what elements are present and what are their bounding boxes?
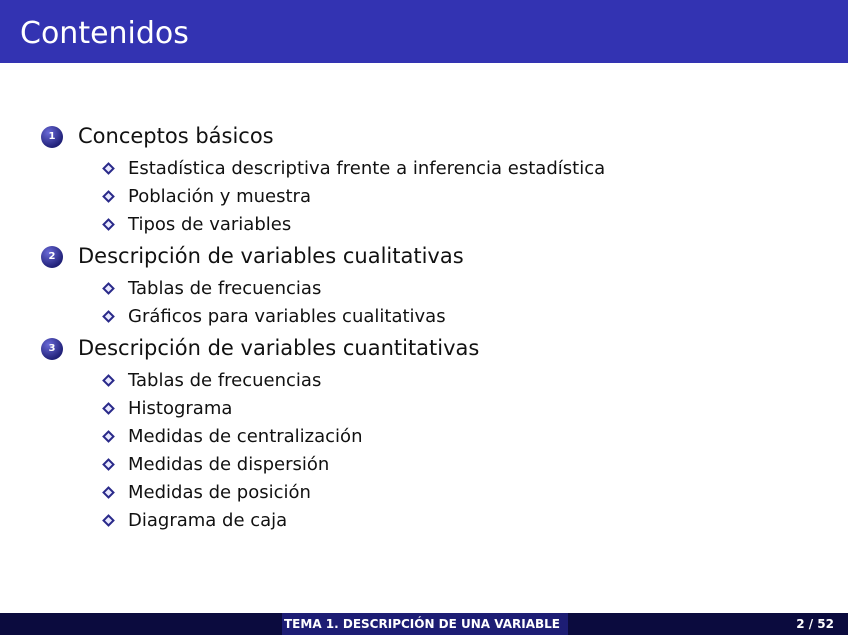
title-bar (0, 0, 848, 63)
diamond-bullet-icon (102, 162, 115, 175)
toc-section-2 (0, 238, 848, 330)
subsection-label: Tipos de variables (128, 214, 292, 235)
section-heading (0, 238, 848, 274)
section-heading (0, 330, 848, 366)
diamond-bullet-icon (102, 218, 115, 231)
diamond-bullet-icon (102, 458, 115, 471)
table-of-contents (0, 118, 848, 534)
subsection-label: Medidas de posición (128, 482, 311, 503)
section-title: Descripción de variables cuantitativas (78, 336, 480, 360)
diamond-bullet-icon (102, 374, 115, 387)
section-title: Descripción de variables cualitativas (78, 244, 464, 268)
subsection-label: Diagrama de caja (128, 510, 288, 531)
toc-section-3 (0, 330, 848, 534)
section-number-badge: 1 (41, 126, 63, 148)
subsection-item (0, 394, 848, 422)
footer-title: TEMA 1. DESCRIPCIÓN DE UNA VARIABLE (284, 617, 561, 631)
subsection-item (0, 422, 848, 450)
page-number: 2 / 52 (796, 617, 834, 631)
section-heading (0, 118, 848, 154)
subsection-label: Tablas de frecuencias (128, 278, 322, 299)
diamond-bullet-icon (102, 514, 115, 527)
subsection-label: Tablas de frecuencias (128, 370, 322, 391)
section-number-badge: 3 (41, 338, 63, 360)
toc-section-1 (0, 118, 848, 238)
diamond-bullet-icon (102, 190, 115, 203)
subsection-label: Estadística descriptiva frente a inferencia estadística (128, 158, 606, 179)
subsection-item (0, 506, 848, 534)
subsection-label: Gráficos para variables cualitativas (128, 306, 446, 327)
subsection-item (0, 478, 848, 506)
subsection-label: Medidas de dispersión (128, 454, 330, 475)
footer-bar (0, 613, 848, 635)
diamond-bullet-icon (102, 486, 115, 499)
subsection-label: Medidas de centralización (128, 426, 363, 447)
diamond-bullet-icon (102, 310, 115, 323)
section-number-badge: 2 (41, 246, 63, 268)
subsection-item (0, 450, 848, 478)
section-title: Conceptos básicos (78, 124, 274, 148)
subsection-item (0, 366, 848, 394)
subsection-item (0, 274, 848, 302)
subsection-item (0, 154, 848, 182)
slide-title: Contenidos (20, 16, 189, 51)
subsection-item (0, 210, 848, 238)
subsection-item (0, 182, 848, 210)
diamond-bullet-icon (102, 282, 115, 295)
subsection-list (0, 274, 848, 330)
diamond-bullet-icon (102, 430, 115, 443)
subsection-list (0, 366, 848, 534)
subsection-list (0, 154, 848, 238)
subsection-label: Población y muestra (128, 186, 311, 207)
subsection-item (0, 302, 848, 330)
diamond-bullet-icon (102, 402, 115, 415)
subsection-label: Histograma (128, 398, 233, 419)
